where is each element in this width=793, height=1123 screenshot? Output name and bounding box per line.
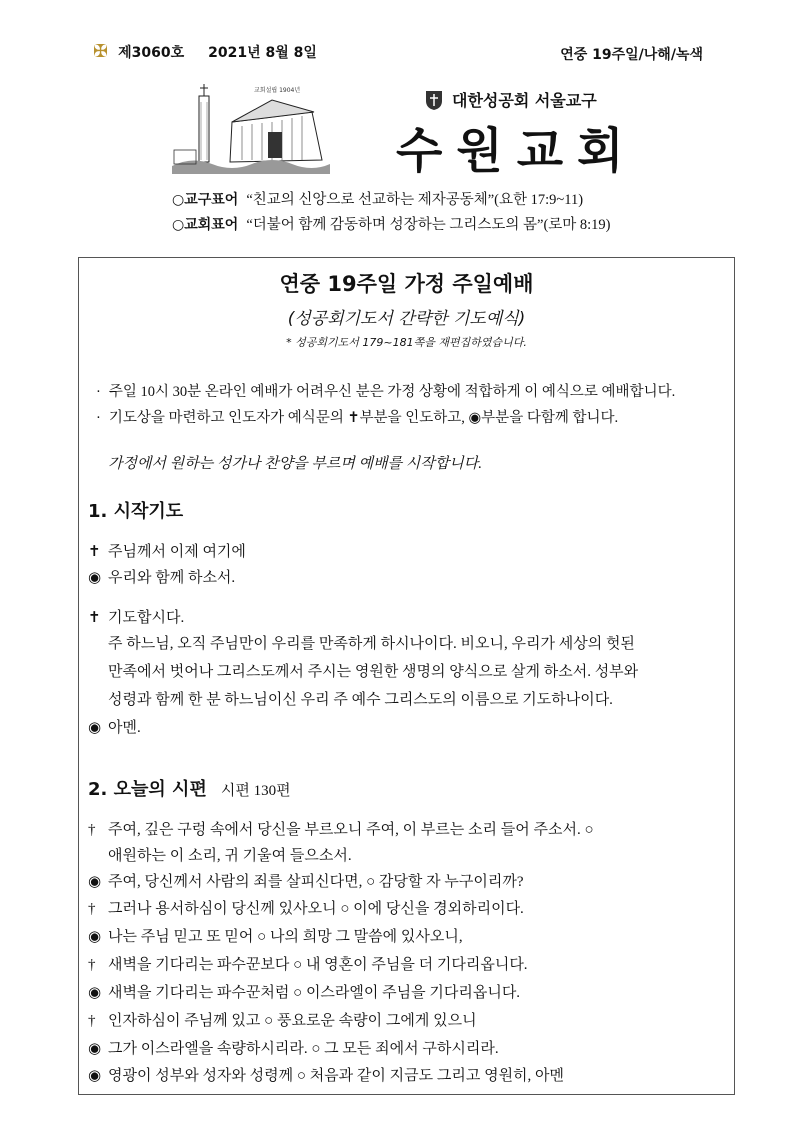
psalm-line: ◉ 새벽을 기다리는 파수꾼처럼 ○ 이스라엘이 주님을 기다리옵니다. bbox=[88, 985, 521, 1001]
psalm-line: † 새벽을 기다리는 파수꾼보다 ○ 내 영혼이 주님을 더 기다리옵니다. bbox=[88, 957, 528, 973]
founding-caption: 교회설립 1904년 bbox=[254, 87, 301, 94]
issue-number: 제3060호 bbox=[118, 45, 185, 61]
liturgy-line: ✝ 기도합시다. bbox=[88, 610, 185, 626]
diocese-motto-label: ○교구표어 bbox=[172, 192, 239, 208]
parish-motto bbox=[172, 213, 611, 234]
diocese-label: 대한성공회 서울교구 bbox=[452, 91, 597, 110]
service-title: 연중 19주일 가정 주일예배 bbox=[279, 272, 534, 296]
service-subtitle: (성공회기도서 간략한 기도예식) bbox=[287, 309, 526, 329]
prayer-text-line: 주 하느님, 오직 주님만이 우리를 만족하게 하시나이다. 비오니, 우리가 세상의 헛된 bbox=[108, 636, 635, 652]
prayer-text-line: 만족에서 벗어나 그리스도께서 주시는 영원한 생명의 양식으로 살게 하소서. 성부와 bbox=[108, 664, 639, 680]
church-building-illustration bbox=[172, 82, 330, 174]
psalm-line: ◉ 나는 주님 믿고 또 믿어 ○ 나의 희망 그 말씀에 있사오니, bbox=[88, 929, 463, 945]
issue-date: 2021년 8월 8일 bbox=[208, 45, 317, 61]
psalm-line: ◉ 영광이 성부와 성자와 성령께 ○ 처음과 같이 지금도 그리고 영원히, 아멘 bbox=[88, 1068, 565, 1084]
liturgy-line: ◉ 우리와 함께 하소서. bbox=[88, 570, 236, 586]
parish-motto-label: ○교회표어 bbox=[172, 217, 239, 233]
cross-icon: ✠ bbox=[93, 41, 109, 62]
psalm-reference: 시편 130편 bbox=[220, 783, 291, 799]
prayer-text-line: 성령과 함께 한 분 하느님이신 우리 주 예수 그리스도의 이름으로 기도하나이다. bbox=[108, 692, 613, 708]
diocese-name bbox=[424, 88, 597, 111]
psalm-line: ◉ 그가 이스라엘을 속량하시리라. ○ 그 모든 죄에서 구하시리라. bbox=[88, 1041, 499, 1057]
liturgy-line: ✝ 주님께서 이제 여기에 bbox=[88, 544, 246, 560]
service-note: * 성공회기도서 179~181쪽을 재편집하였습니다. bbox=[286, 336, 527, 349]
parish-name: 수원교회 bbox=[396, 123, 638, 179]
bulletin-header bbox=[93, 42, 317, 62]
diocese-motto bbox=[172, 188, 583, 209]
section-heading-opening-prayer: 1. 시작기도 bbox=[88, 501, 184, 522]
psalm-line: † 주여, 깊은 구렁 속에서 당신을 부르오니 주여, 이 부르는 소리 들어 주소서. ○ bbox=[88, 822, 594, 838]
liturgical-season: 연중 19주일/나해/녹색 bbox=[560, 47, 703, 63]
section-heading-psalm: 2. 오늘의 시편 시편 130편 bbox=[88, 779, 291, 800]
instruction-bullet: · 기도상을 마련하고 인도자가 예식문의 ✝부분을 인도하고, ◉부분을 다함께 합니다. bbox=[96, 410, 619, 426]
psalm-line: † 인자하심이 주님께 있고 ○ 풍요로운 속량이 그에게 있으니 bbox=[88, 1013, 477, 1029]
psalm-line-continued: 애원하는 이 소리, 귀 기울여 들으소서. bbox=[108, 848, 352, 864]
instruction-bullet: · 주일 10시 30분 온라인 예배가 어려우신 분은 가정 상황에 적합하게 이 예식으로 예배합니다. bbox=[96, 384, 676, 400]
diocese-shield-icon bbox=[424, 89, 444, 111]
service-intro: 가정에서 원하는 성가나 찬양을 부르며 예배를 시작합니다. bbox=[108, 456, 483, 472]
liturgy-line: ◉ 아멘. bbox=[88, 720, 141, 736]
psalm-line: ◉ 주여, 당신께서 사람의 죄를 살피신다면, ○ 감당할 자 누구이리까? bbox=[88, 874, 524, 890]
diocese-motto-text: “친교의 신앙으로 선교하는 제자공동체”(요한 17:9~11) bbox=[246, 192, 584, 208]
parish-motto-text: “더불어 함께 감동하며 성장하는 그리스도의 몸”(로마 8:19) bbox=[246, 217, 611, 233]
psalm-line: † 그러나 용서하심이 당신께 있사오니 ○ 이에 당신을 경외하리이다. bbox=[88, 901, 524, 917]
